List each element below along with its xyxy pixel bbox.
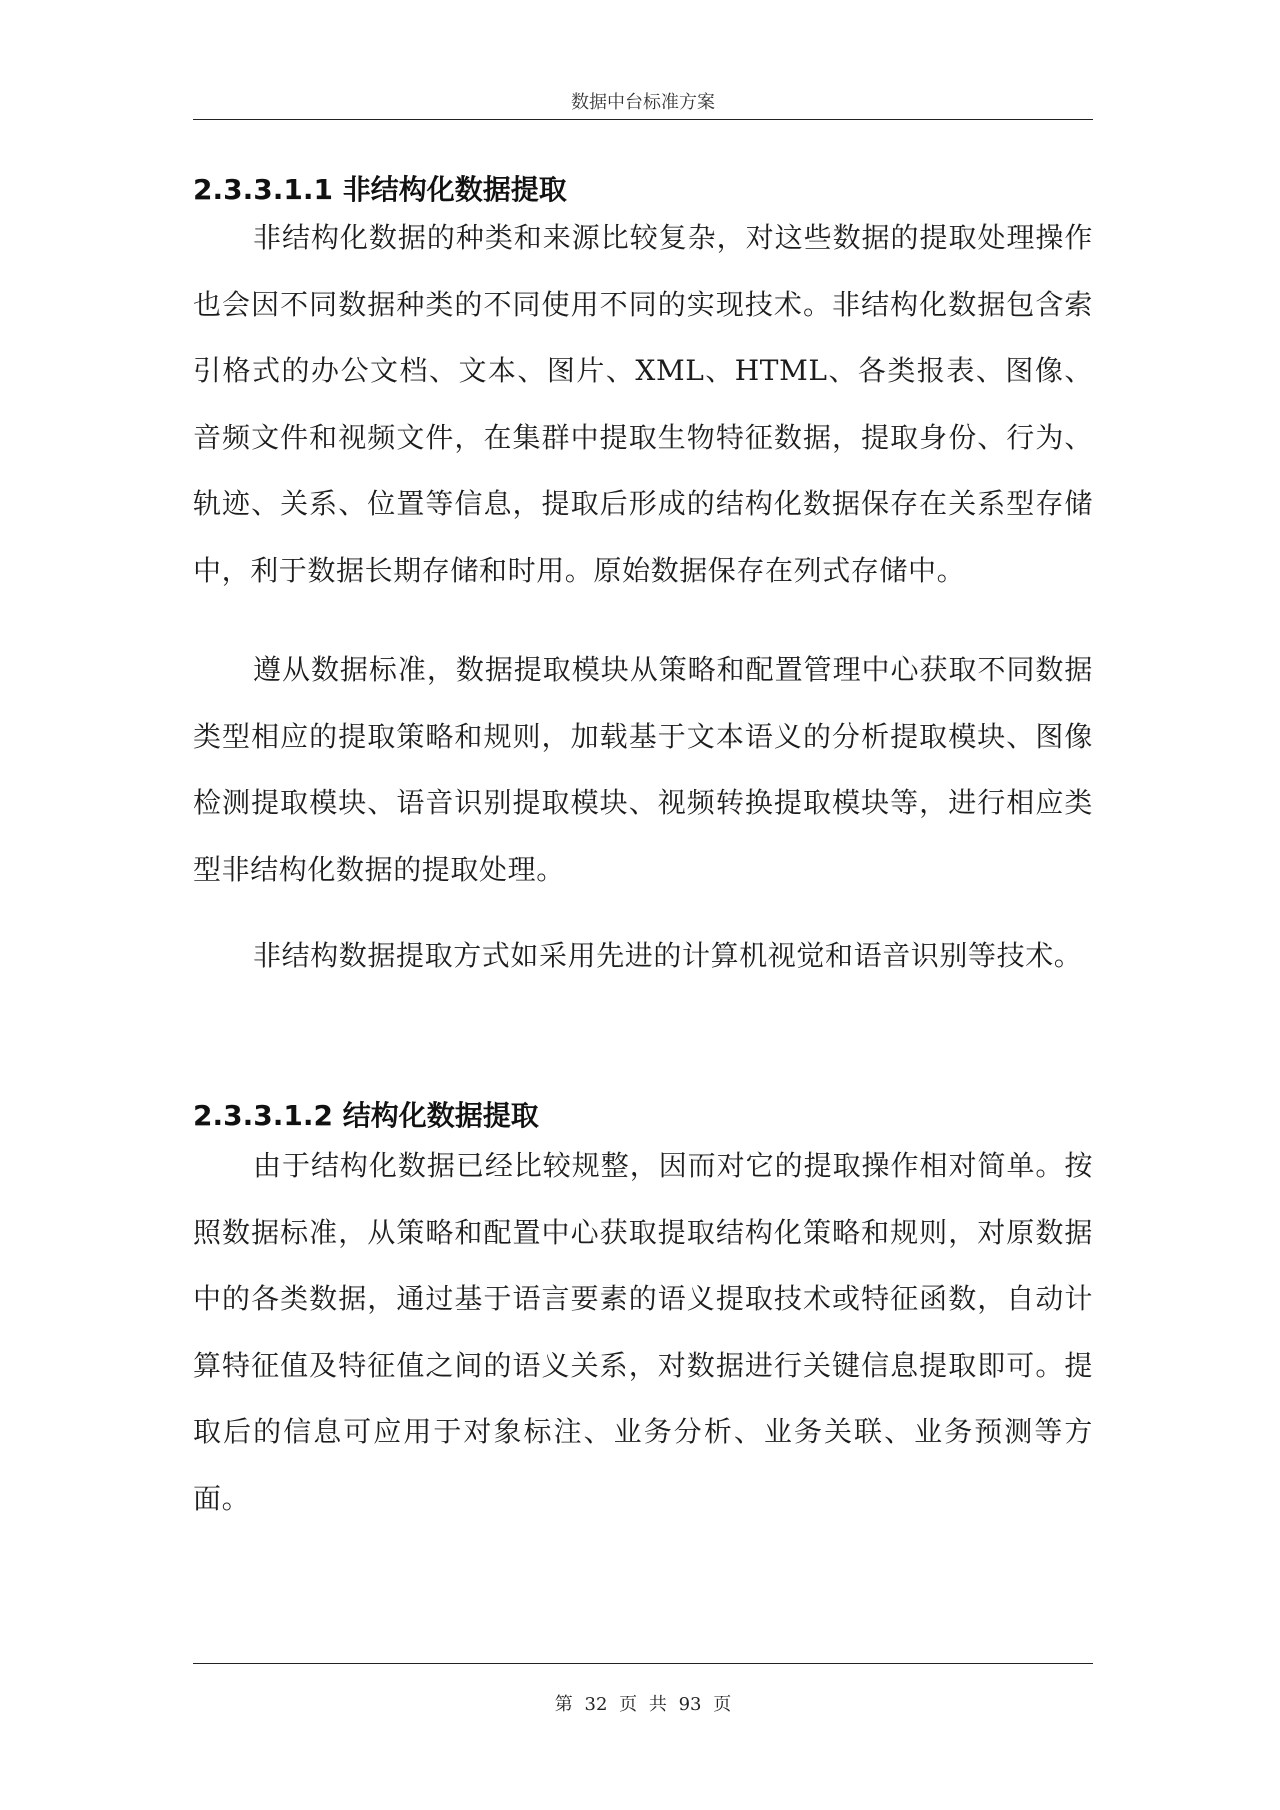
header-divider: [193, 119, 1093, 120]
page-number: 第 32 页 共 93 页: [554, 1694, 732, 1715]
paragraph-structured-intro: 由于结构化数据已经比较规整，因而对它的提取操作相对简单。按照数据标准，从策略和配置中心获取提取结构化策略和规则，对原数据中的各类数据，通过基于语言要素的语义提取技术或特征函数，自动计算特征值及特征值之间的语义关系，对数据进行关键信息提取即可。提取后的信息可应用于对象标注、业务分析、业务关联、业务预测等方面。: [193, 1149, 1093, 1515]
footer-divider: [193, 1663, 1093, 1664]
paragraph-unstructured-standards: 遵从数据标准，数据提取模块从策略和配置管理中心获取不同数据类型相应的提取策略和规则，加载基于文本语义的分析提取模块、图像检测提取模块、语音识别提取模块、视频转换提取模块等，进行相应类型非结构化数据的提取处理。: [193, 653, 1093, 886]
section-heading-structured: 2.3.3.1.2 结构化数据提取: [193, 1099, 539, 1132]
page-header-title: 数据中台标准方案: [571, 92, 715, 113]
section-heading-unstructured: 2.3.3.1.1 非结构化数据提取: [193, 173, 567, 206]
paragraph-unstructured-intro: 非结构化数据的种类和来源比较复杂，对这些数据的提取处理操作也会因不同数据种类的不同使用不同的实现技术。非结构化数据包含索引格式的办公文档、文本、图片、XML、HTML、各类报表、图像、音频文件和视频文件，在集群中提取生物特征数据，提取身份、行为、轨迹、关系、位置等信息，提取后形成的结构化数据保存在关系型存储中，利于数据长期存储和时用。原始数据保存在列式存储中。: [193, 221, 1093, 587]
paragraph-unstructured-methods: 非结构数据提取方式如采用先进的计算机视觉和语音识别等技术。: [253, 939, 1083, 972]
